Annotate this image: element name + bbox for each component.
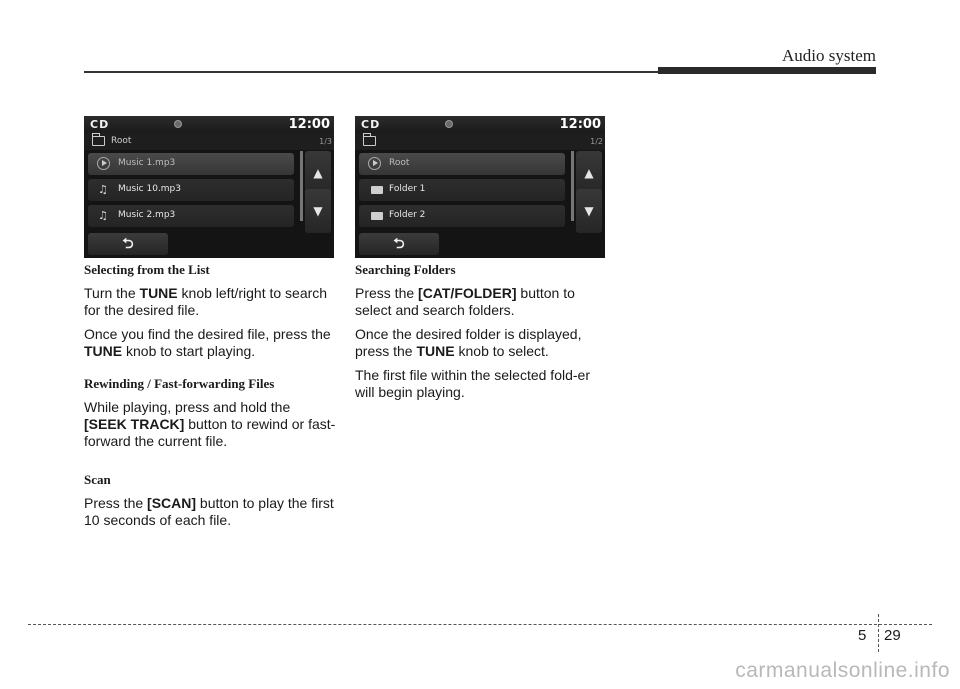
source-label: CD <box>361 118 381 131</box>
folder-outline-icon <box>363 136 376 146</box>
text: knob to select. <box>454 343 549 359</box>
back-button[interactable]: ⮌ <box>359 233 439 255</box>
list-item[interactable] <box>359 205 565 227</box>
cd-folder-list-screen <box>355 116 605 258</box>
list-item-label: Folder 2 <box>389 210 426 220</box>
section-heading: Selecting from the List <box>84 262 210 277</box>
scroll-down-button[interactable]: ▼ <box>305 189 331 233</box>
watermark: carmanualsonline.info <box>735 659 950 682</box>
list-item-label: Music 10.mp3 <box>118 184 181 194</box>
keyword: [SEEK TRACK] <box>84 416 185 432</box>
music-note-icon: ♫ <box>98 183 108 196</box>
scrollbar[interactable] <box>571 151 574 221</box>
page-indicator: 1/2 <box>590 137 603 146</box>
source-label: CD <box>90 118 110 131</box>
list-item[interactable] <box>88 179 294 201</box>
disc-indicator-icon <box>174 120 182 128</box>
folder-icon <box>371 212 383 220</box>
text: button to rewind or fast-forward the current file. <box>84 416 336 449</box>
scroll-up-button[interactable]: ▲ <box>576 151 602 195</box>
paragraph <box>84 285 336 319</box>
keyword: TUNE <box>84 343 123 359</box>
screen-status-bar <box>84 116 334 133</box>
page-header-title: Audio system <box>782 46 876 65</box>
list-item-label: Music 1.mp3 <box>118 158 176 168</box>
list-item[interactable] <box>359 153 565 175</box>
list-item[interactable] <box>359 179 565 201</box>
paragraph <box>355 326 607 360</box>
header-rule <box>84 71 660 73</box>
music-note-icon: ♫ <box>98 209 108 222</box>
folder-outline-icon <box>92 136 105 146</box>
list-item[interactable] <box>88 205 294 227</box>
text: Once you find the desired file, press the <box>84 326 331 342</box>
text: knob left/right to search for the desired file. <box>84 285 328 318</box>
play-icon <box>97 157 110 170</box>
disc-indicator-icon <box>445 120 453 128</box>
path-bar <box>355 133 605 150</box>
section-heading: Rewinding / Fast-forwarding Files <box>84 376 275 391</box>
folder-icon <box>371 186 383 194</box>
text: While playing, press and hold the <box>84 399 291 415</box>
header-rule-accent <box>658 67 876 74</box>
keyword: TUNE <box>416 343 455 359</box>
paragraph <box>84 495 336 529</box>
section-heading: Scan <box>84 472 111 487</box>
text: Press the <box>84 495 148 511</box>
paragraph <box>84 326 336 360</box>
section-number: 5 <box>858 627 867 644</box>
paragraph <box>355 285 607 319</box>
scroll-up-button[interactable]: ▲ <box>305 151 331 195</box>
footer-divider <box>878 614 879 652</box>
keyword: TUNE <box>139 285 178 301</box>
list-item-label: Root <box>389 158 410 168</box>
scroll-down-button[interactable]: ▼ <box>576 189 602 233</box>
page-number: 29 <box>884 627 901 644</box>
clock: 12:00 <box>288 117 330 132</box>
text: button to select and search folders. <box>355 285 575 318</box>
keyword: [CAT/FOLDER] <box>418 285 517 301</box>
list-item[interactable] <box>88 153 294 175</box>
section-heading: Searching Folders <box>355 262 456 277</box>
scrollbar[interactable] <box>300 151 303 221</box>
text: Once the desired folder is displayed, press the <box>355 326 582 359</box>
text: button to play the first 10 seconds of each file. <box>84 495 334 528</box>
footer-rule <box>28 624 932 625</box>
keyword: [SCAN] <box>147 495 197 511</box>
right-text-column <box>355 262 607 408</box>
list-item-label: Folder 1 <box>389 184 426 194</box>
text: Turn the <box>84 285 140 301</box>
paragraph: The first file within the selected fold-er will begin playing. <box>355 367 590 400</box>
cd-file-list-screen <box>84 116 334 258</box>
text: knob to start playing. <box>122 343 256 359</box>
play-icon <box>368 157 381 170</box>
paragraph <box>84 399 336 450</box>
screen-status-bar <box>355 116 605 133</box>
text: Press the <box>355 285 419 301</box>
page-indicator: 1/3 <box>319 137 332 146</box>
list-item-label: Music 2.mp3 <box>118 210 176 220</box>
clock: 12:00 <box>559 117 601 132</box>
left-text-column <box>84 262 336 536</box>
back-button[interactable]: ⮌ <box>88 233 168 255</box>
current-path: Root <box>111 136 132 146</box>
